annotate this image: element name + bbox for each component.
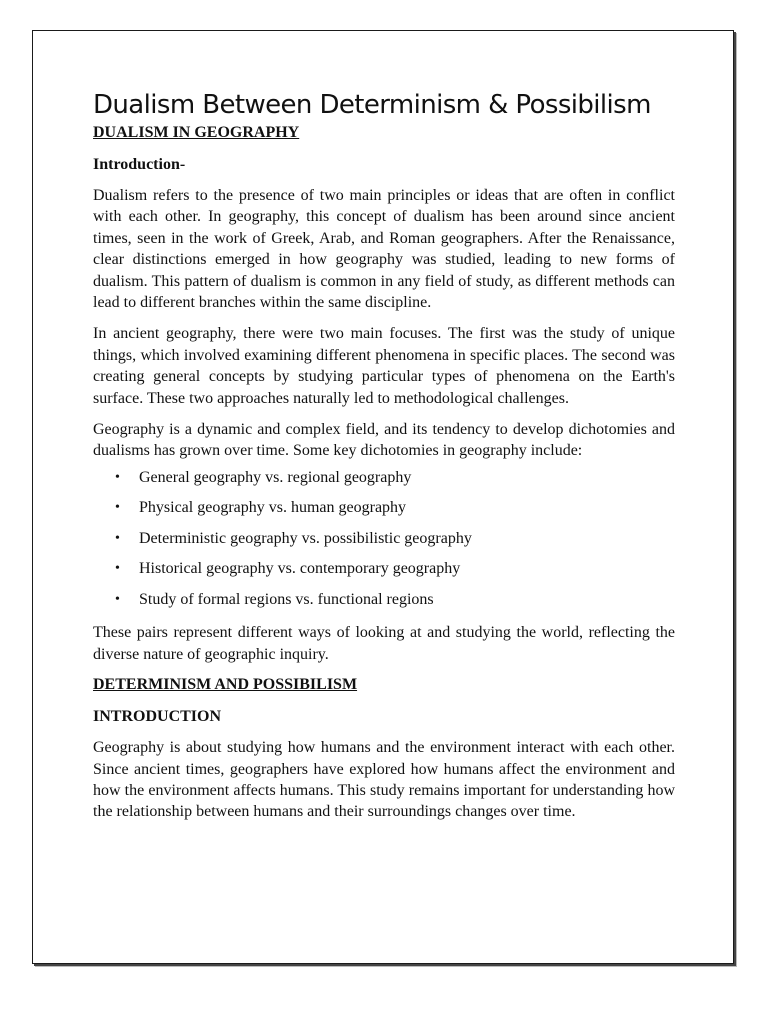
bullet-icon: • <box>115 591 120 607</box>
document-content <box>93 89 675 823</box>
subheading-introduction: Introduction- <box>93 156 186 173</box>
list-item <box>115 590 675 621</box>
list-item-text: General geography vs. regional geography <box>139 468 412 486</box>
paragraph: Dualism refers to the presence of two main principles or ideas that are often in conflict with each other. In geography, this concept of dualism has been around since ancient times, seen in the work of Greek, Arab, and Roman geographers. After the Renaissance, clear distinctions emerged in how geography was studied, leading to new forms of dualism. This pattern of dualism is common in any field of study, as different methods can lead to different branches within the same discipline. <box>93 187 675 312</box>
list-item-text: Physical geography vs. human geography <box>139 499 407 517</box>
list-item-text: Historical geography vs. contemporary geography <box>139 560 461 578</box>
list-item <box>115 559 675 590</box>
list-item <box>115 498 675 529</box>
list-item-text: Study of formal regions vs. functional regions <box>139 590 434 608</box>
bullet-icon: • <box>115 469 120 485</box>
bullet-icon: • <box>115 530 120 546</box>
document-title: Dualism Between Determinism & Possibilism <box>93 90 651 120</box>
paragraph-closing: These pairs represent different ways of looking at and studying the world, reflecting the diverse nature of geographic inquiry. <box>93 624 675 663</box>
bullet-icon: • <box>115 561 120 577</box>
section-heading-determinism: DETERMINISM AND POSSIBILISM <box>93 676 358 694</box>
list-item <box>115 468 675 499</box>
list-item <box>115 529 675 560</box>
document-page <box>32 30 734 964</box>
bullet-icon: • <box>115 500 120 516</box>
section-heading-dualism: DUALISM IN GEOGRAPHY <box>93 124 300 141</box>
paragraph: Geography is a dynamic and complex field, and its tendency to develop dichotomies and dualisms has grown over time. Some key dichotomies in geography include: <box>93 421 675 460</box>
list-item-text: Deterministic geography vs. possibilistic geography <box>139 529 472 547</box>
paragraph: In ancient geography, there were two main focuses. The first was the study of unique things, which involved examining different phenomena in specific places. The second was creating general concepts by studying particular types of phenomena on the Earth's surface. These two approaches naturally led to methodological challenges. <box>93 325 675 407</box>
subheading-introduction-2: INTRODUCTION <box>93 708 222 726</box>
dichotomy-list <box>93 468 675 621</box>
paragraph: Geography is about studying how humans and the environment interact with each other. Since ancient times, geographers have explored how humans affect the environment and how the environment affects humans. This study remains important for understanding how the relationship between humans and their surroundings changes over time. <box>93 739 675 821</box>
